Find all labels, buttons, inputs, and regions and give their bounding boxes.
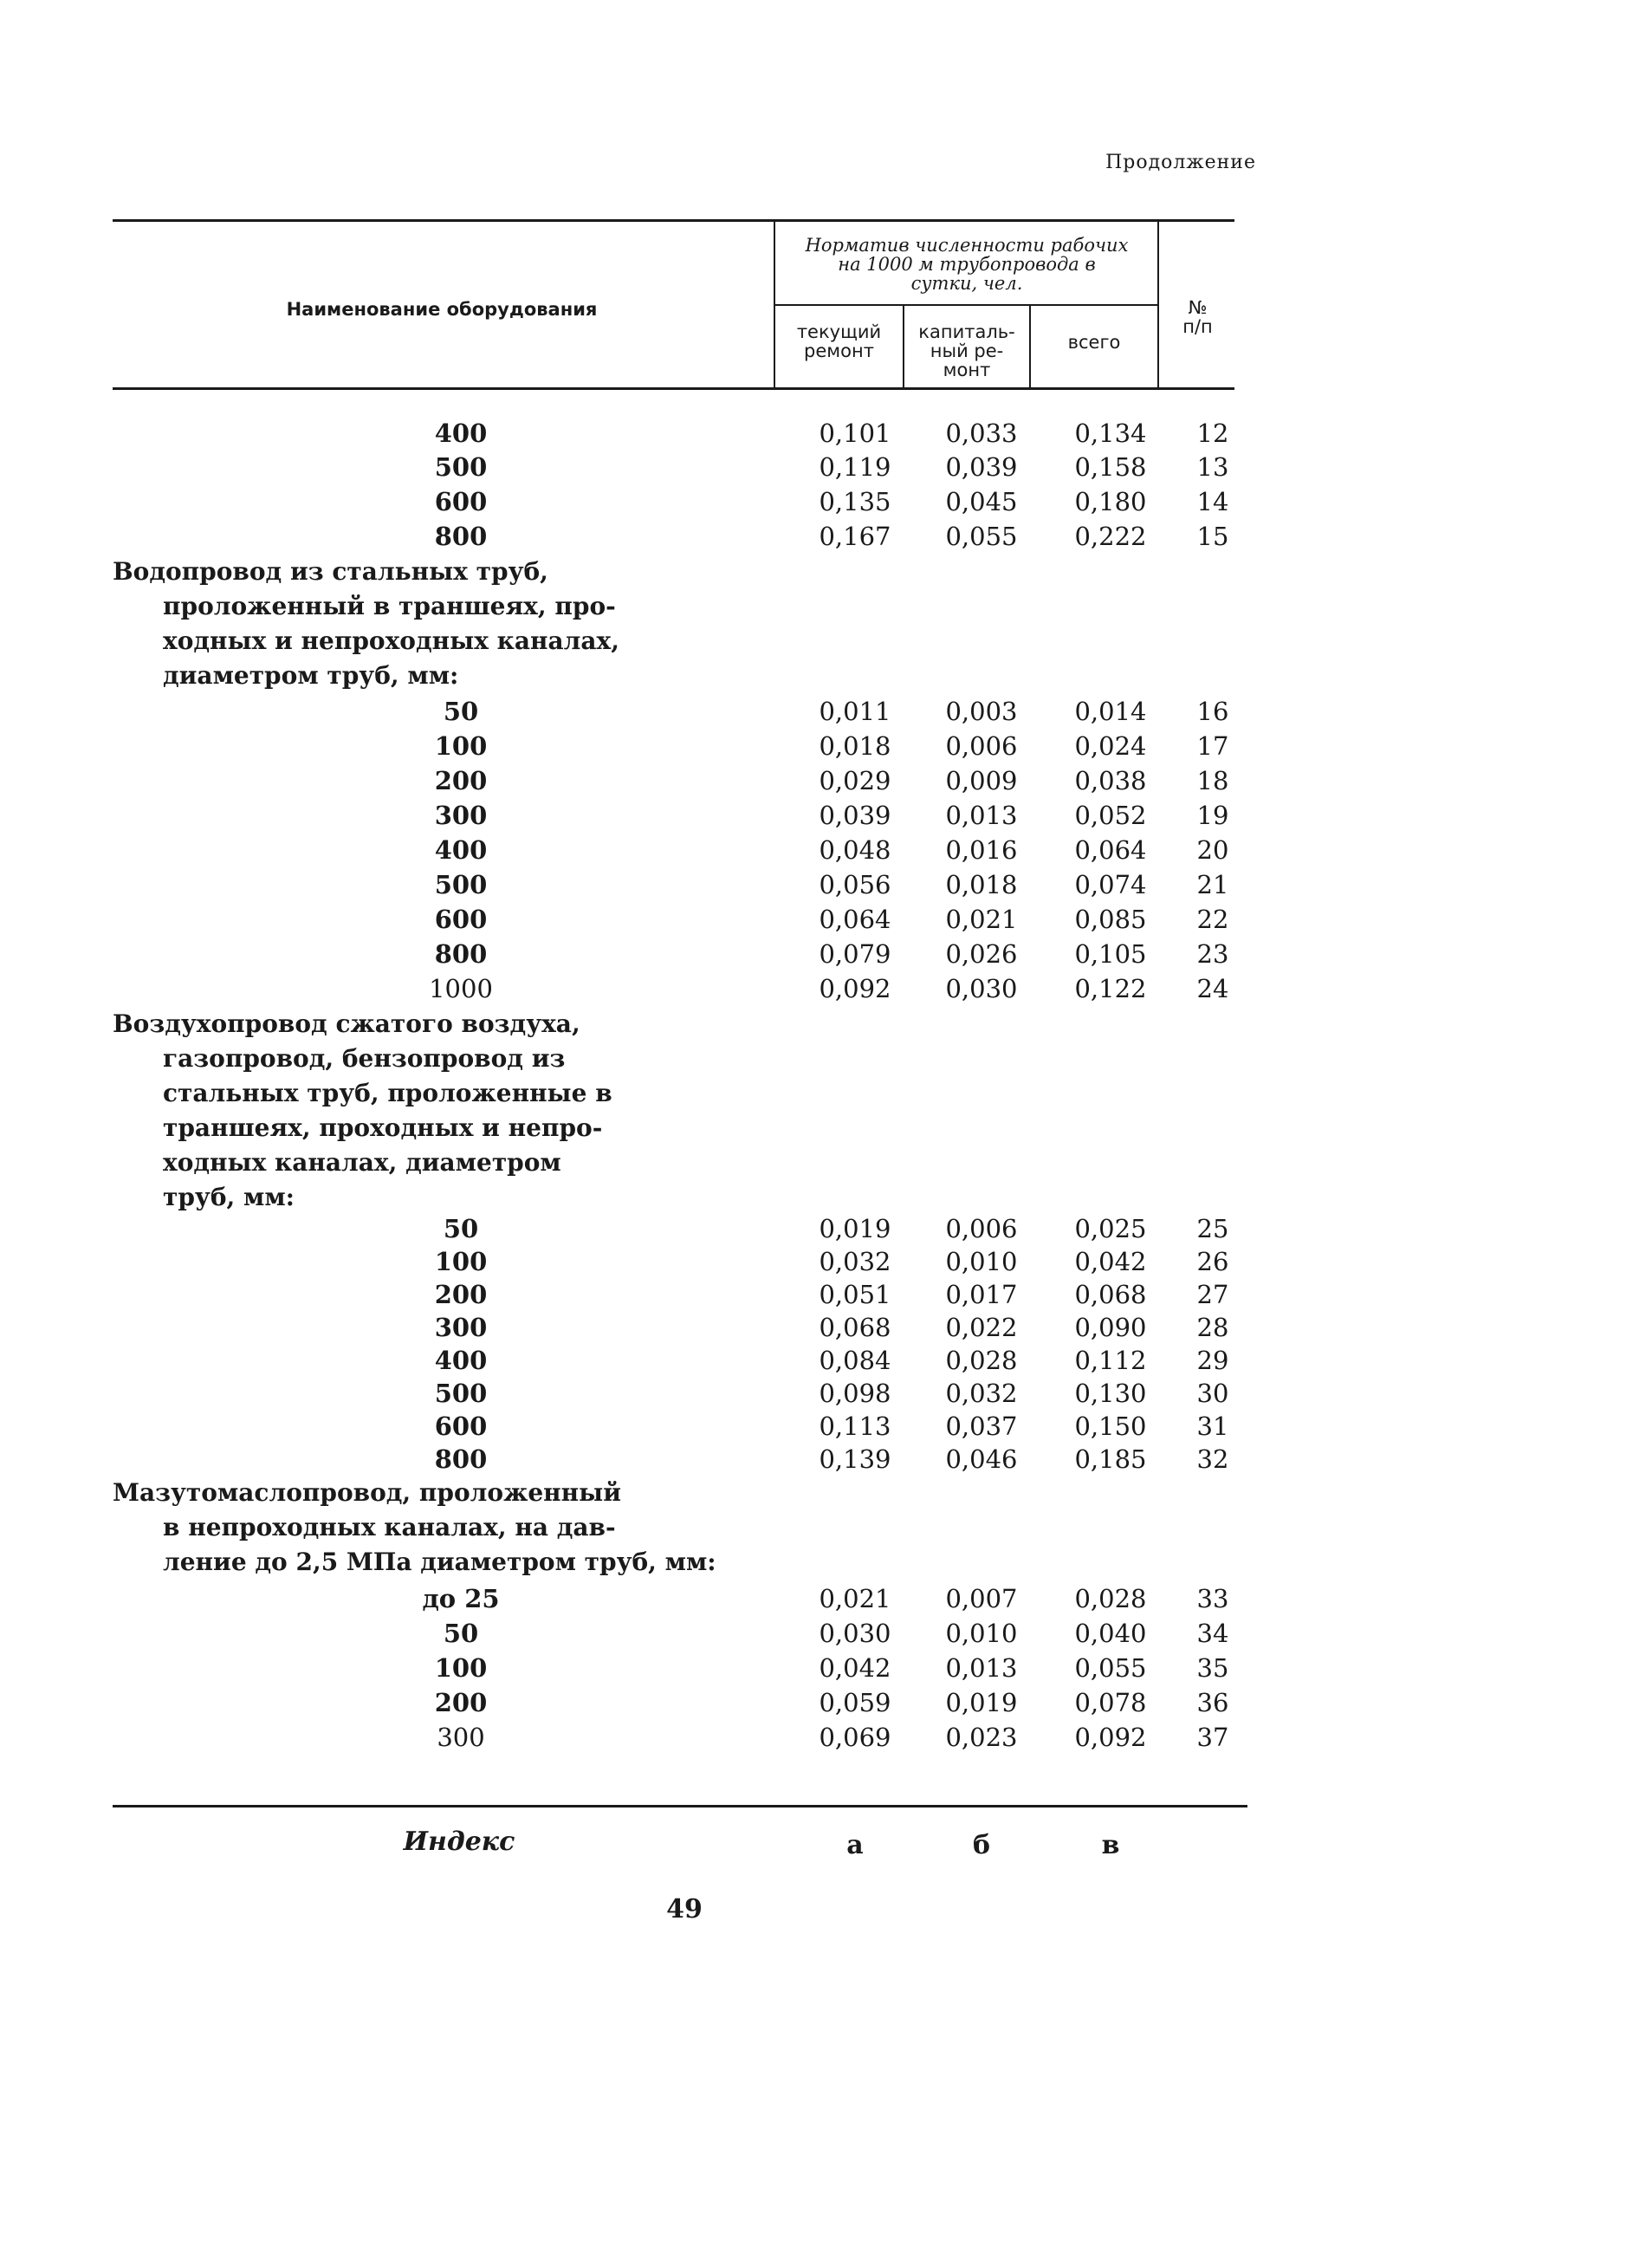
row-total: 0,038: [1074, 766, 1147, 795]
group-title-line: ление до 2,5 МПа диаметром труб, мм:: [163, 1548, 716, 1576]
row-current-repair: 0,030: [819, 1619, 891, 1648]
subheader-rule: [774, 304, 1157, 306]
row-capital-repair: 0,013: [945, 801, 1018, 830]
index-a: а: [846, 1830, 864, 1860]
row-number: 26: [1196, 1247, 1229, 1276]
row-capital-repair: 0,019: [945, 1688, 1018, 1717]
table-bottom-rule: [113, 1805, 1247, 1807]
group-title-air-gas-pipe: [113, 1007, 612, 1215]
row-diameter: 500: [434, 1379, 488, 1408]
row-number: 19: [1196, 801, 1229, 830]
row-diameter: 300: [437, 1723, 485, 1752]
row-capital-repair: 0,055: [945, 522, 1018, 551]
row-capital-repair: 0,018: [945, 870, 1018, 899]
header-capital-line-1: капиталь-: [918, 321, 1015, 342]
row-diameter: 400: [434, 1346, 488, 1375]
row-diameter: до 25: [422, 1584, 500, 1613]
row-total: 0,014: [1074, 697, 1147, 726]
group-title-line: в непроходных каналах, на дав-: [163, 1513, 616, 1541]
row-current-repair: 0,056: [819, 870, 891, 899]
row-diameter: 50: [443, 1619, 479, 1648]
row-capital-repair: 0,023: [945, 1723, 1018, 1752]
header-current-repair: [776, 322, 902, 360]
row-number: 24: [1196, 974, 1229, 1003]
row-total: 0,105: [1074, 939, 1147, 969]
row-capital-repair: 0,010: [945, 1619, 1018, 1648]
row-total: 0,025: [1074, 1214, 1147, 1243]
row-diameter: 200: [434, 1280, 488, 1309]
row-diameter: 50: [443, 1214, 479, 1243]
row-total: 0,055: [1074, 1653, 1147, 1683]
row-number: 36: [1196, 1688, 1229, 1717]
row-total: 0,158: [1074, 452, 1147, 482]
row-total: 0,222: [1074, 522, 1147, 551]
row-current-repair: 0,021: [819, 1584, 891, 1613]
header-capital-line-3: монт: [943, 360, 991, 380]
header-current-line-1: текущий: [796, 321, 882, 342]
row-diameter: 600: [434, 487, 488, 516]
row-capital-repair: 0,006: [945, 731, 1018, 761]
header-norm-line-2: на 1000 м трубопровода в: [838, 254, 1096, 275]
row-number: 23: [1196, 939, 1229, 969]
row-capital-repair: 0,017: [945, 1280, 1018, 1309]
group-title-line: газопровод, бензопровод из: [163, 1044, 566, 1073]
row-diameter: 400: [434, 419, 488, 448]
row-current-repair: 0,059: [819, 1688, 891, 1717]
group-title-line: Водопровод из стальных труб,: [113, 557, 548, 586]
row-capital-repair: 0,013: [945, 1653, 1018, 1683]
row-current-repair: 0,018: [819, 731, 891, 761]
row-diameter: 200: [434, 766, 488, 795]
row-total: 0,185: [1074, 1444, 1147, 1474]
row-capital-repair: 0,022: [945, 1313, 1018, 1342]
row-total: 0,040: [1074, 1619, 1147, 1648]
row-total: 0,068: [1074, 1280, 1147, 1309]
row-diameter: 500: [434, 870, 488, 899]
group-title-line: Воздухопровод сжатого воздуха,: [113, 1009, 580, 1038]
row-capital-repair: 0,037: [945, 1412, 1018, 1441]
row-total: 0,150: [1074, 1412, 1147, 1441]
row-capital-repair: 0,021: [945, 905, 1018, 934]
index-label: Индекс: [403, 1827, 515, 1857]
row-total: 0,074: [1074, 870, 1147, 899]
header-capital-repair: [905, 322, 1028, 380]
header-current-line-2: ремонт: [804, 341, 874, 361]
row-diameter: 300: [434, 1313, 488, 1342]
row-number: 27: [1196, 1280, 1229, 1309]
row-diameter: 800: [434, 1444, 488, 1474]
row-diameter: 100: [434, 1247, 488, 1276]
row-number: 30: [1196, 1379, 1229, 1408]
row-current-repair: 0,098: [819, 1379, 891, 1408]
row-capital-repair: 0,045: [945, 487, 1018, 516]
row-current-repair: 0,139: [819, 1444, 891, 1474]
row-current-repair: 0,113: [819, 1412, 891, 1441]
row-current-repair: 0,039: [819, 801, 891, 830]
row-diameter: 800: [434, 522, 488, 551]
row-capital-repair: 0,010: [945, 1247, 1018, 1276]
row-total: 0,024: [1074, 731, 1147, 761]
row-total: 0,078: [1074, 1688, 1147, 1717]
row-total: 0,042: [1074, 1247, 1147, 1276]
row-capital-repair: 0,003: [945, 697, 1018, 726]
row-total: 0,092: [1074, 1723, 1147, 1752]
group-title-line: труб, мм:: [163, 1183, 295, 1211]
row-capital-repair: 0,030: [945, 974, 1018, 1003]
row-number: 21: [1196, 870, 1229, 899]
index-v: в: [1101, 1830, 1120, 1860]
row-capital-repair: 0,009: [945, 766, 1018, 795]
row-total: 0,085: [1074, 905, 1147, 934]
header-equipment-name: Наименование оборудования: [286, 299, 598, 320]
row-capital-repair: 0,006: [945, 1214, 1018, 1243]
row-number: 37: [1196, 1723, 1229, 1752]
group-title-line: траншеях, проходных и непро-: [163, 1113, 603, 1142]
header-number-sign: №: [1188, 297, 1208, 318]
row-number: 28: [1196, 1313, 1229, 1342]
header-number-pp: п/п: [1182, 316, 1213, 337]
row-number: 15: [1196, 522, 1229, 551]
header-row-number: [1161, 298, 1234, 336]
row-total: 0,052: [1074, 801, 1147, 830]
row-diameter: 800: [434, 939, 488, 969]
row-total: 0,028: [1074, 1584, 1147, 1613]
row-number: 31: [1196, 1412, 1229, 1441]
group-title-line: диаметром труб, мм:: [163, 661, 459, 690]
row-number: 33: [1196, 1584, 1229, 1613]
row-current-repair: 0,135: [819, 487, 891, 516]
row-current-repair: 0,019: [819, 1214, 891, 1243]
row-number: 14: [1196, 487, 1229, 516]
row-total: 0,134: [1074, 419, 1147, 448]
page-number: 49: [666, 1894, 703, 1924]
table-top-rule: [113, 219, 1234, 222]
row-diameter: 50: [443, 697, 479, 726]
row-capital-repair: 0,039: [945, 452, 1018, 482]
row-number: 16: [1196, 697, 1229, 726]
row-current-repair: 0,042: [819, 1653, 891, 1683]
group-title-fuel-oil-pipe: [113, 1476, 716, 1580]
row-total: 0,130: [1074, 1379, 1147, 1408]
header-vline-4: [1157, 221, 1159, 387]
row-current-repair: 0,092: [819, 974, 891, 1003]
row-capital-repair: 0,032: [945, 1379, 1018, 1408]
row-capital-repair: 0,007: [945, 1584, 1018, 1613]
row-total: 0,112: [1074, 1346, 1147, 1375]
row-diameter: 600: [434, 1412, 488, 1441]
index-b: б: [972, 1830, 990, 1860]
row-total: 0,180: [1074, 487, 1147, 516]
row-number: 17: [1196, 731, 1229, 761]
header-vline-2: [903, 305, 904, 387]
row-current-repair: 0,032: [819, 1247, 891, 1276]
row-current-repair: 0,167: [819, 522, 891, 551]
header-vline-1: [774, 221, 775, 387]
group-title-line: ходных и непроходных каналах,: [163, 626, 619, 655]
header-capital-line-2: ный ре-: [930, 341, 1004, 361]
row-number: 22: [1196, 905, 1229, 934]
row-current-repair: 0,048: [819, 835, 891, 865]
row-number: 29: [1196, 1346, 1229, 1375]
row-number: 34: [1196, 1619, 1229, 1648]
row-current-repair: 0,069: [819, 1723, 891, 1752]
row-current-repair: 0,079: [819, 939, 891, 969]
header-norm-group: [778, 236, 1156, 293]
header-bottom-rule: [113, 387, 1234, 390]
row-total: 0,122: [1074, 974, 1147, 1003]
header-vline-3: [1029, 305, 1031, 387]
row-current-repair: 0,084: [819, 1346, 891, 1375]
row-number: 35: [1196, 1653, 1229, 1683]
row-capital-repair: 0,026: [945, 939, 1018, 969]
header-norm-line-1: Норматив численности рабочих: [805, 235, 1129, 256]
row-total: 0,090: [1074, 1313, 1147, 1342]
group-title-water-pipe: [113, 555, 619, 693]
row-number: 20: [1196, 835, 1229, 865]
row-current-repair: 0,068: [819, 1313, 891, 1342]
row-number: 32: [1196, 1444, 1229, 1474]
row-diameter: 600: [434, 905, 488, 934]
row-number: 25: [1196, 1214, 1229, 1243]
group-title-line: Мазутомаслопровод, проложенный: [113, 1478, 622, 1507]
row-diameter: 100: [434, 731, 488, 761]
row-diameter: 500: [434, 452, 488, 482]
group-title-line: проложенный в траншеях, про-: [163, 592, 616, 620]
continuation-label: Продолжение: [1105, 152, 1256, 173]
row-total: 0,064: [1074, 835, 1147, 865]
row-capital-repair: 0,033: [945, 419, 1018, 448]
row-capital-repair: 0,028: [945, 1346, 1018, 1375]
row-capital-repair: 0,046: [945, 1444, 1018, 1474]
row-diameter: 1000: [429, 974, 493, 1003]
row-current-repair: 0,011: [819, 697, 891, 726]
row-number: 12: [1196, 419, 1229, 448]
row-current-repair: 0,064: [819, 905, 891, 934]
row-capital-repair: 0,016: [945, 835, 1018, 865]
group-title-line: стальных труб, проложенные в: [163, 1079, 612, 1107]
row-number: 13: [1196, 452, 1229, 482]
row-number: 18: [1196, 766, 1229, 795]
row-diameter: 100: [434, 1653, 488, 1683]
group-title-line: ходных каналах, диаметром: [163, 1148, 561, 1177]
row-diameter: 400: [434, 835, 488, 865]
header-norm-line-3: сутки, чел.: [910, 273, 1023, 294]
row-diameter: 200: [434, 1688, 488, 1717]
row-current-repair: 0,101: [819, 419, 891, 448]
row-current-repair: 0,029: [819, 766, 891, 795]
header-total: всего: [1067, 332, 1121, 353]
row-current-repair: 0,051: [819, 1280, 891, 1309]
row-current-repair: 0,119: [819, 452, 891, 482]
row-diameter: 300: [434, 801, 488, 830]
